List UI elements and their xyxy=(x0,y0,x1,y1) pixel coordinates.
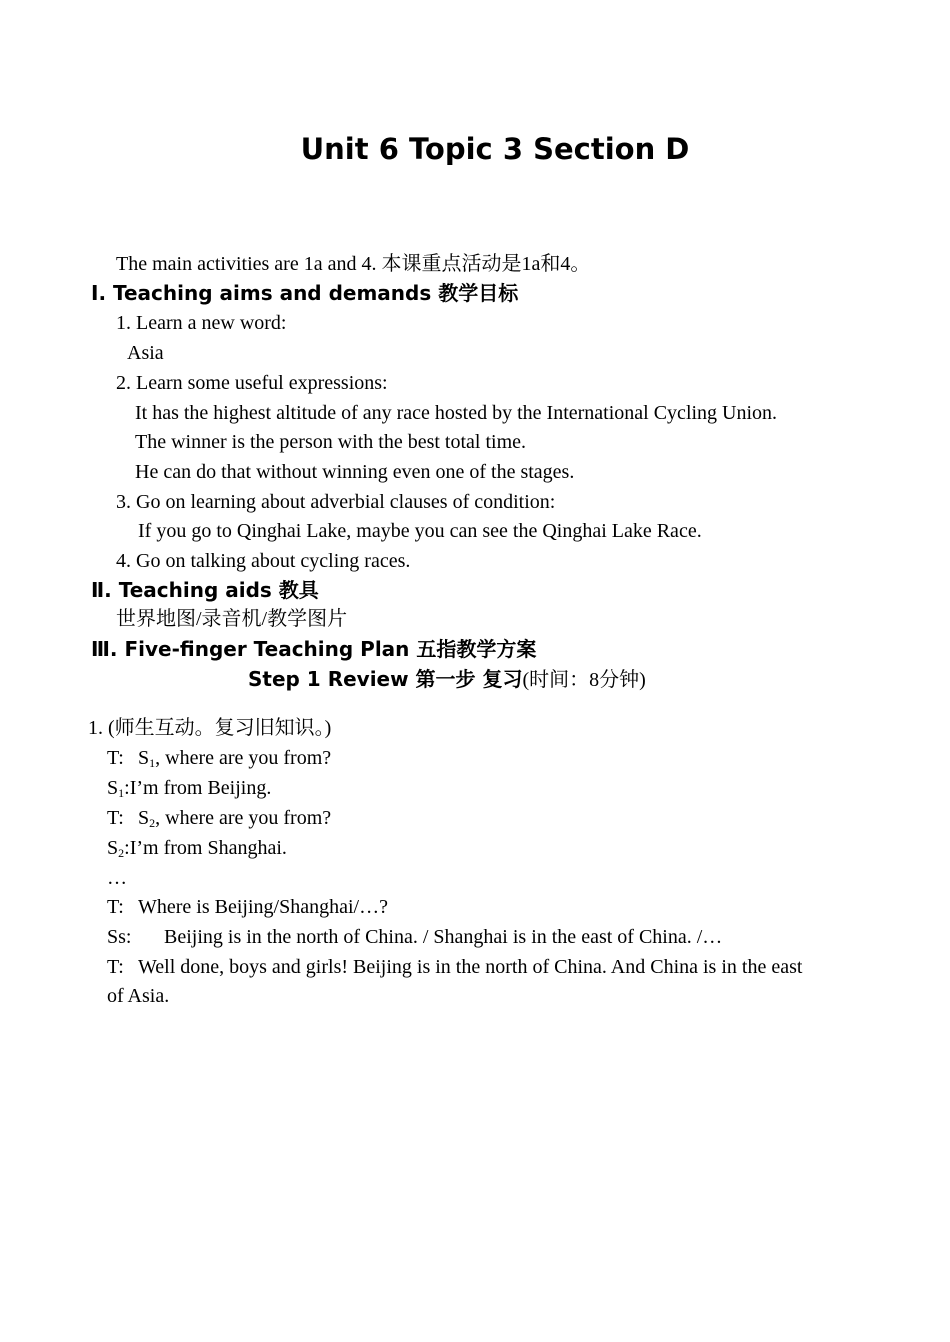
dialogue-speaker: Ss: xyxy=(107,926,132,948)
aim-item-1: 1. Learn a new word: xyxy=(116,312,287,334)
dialogue-line: $S_1:I’m$ from Beijing. xyxy=(107,777,272,800)
dialogue-line: Ss: Beijing is in the north of China. / Shanghai is in the east of China. /… xyxy=(107,926,723,948)
section-heading-aids: Ⅱ. Teaching aids 教具 xyxy=(91,578,319,602)
dialogue-speaker: T: xyxy=(107,956,124,978)
dialogue-ellipsis: … xyxy=(107,867,127,889)
dialogue-speaker: T: xyxy=(107,896,124,918)
dialogue-line: T: Well done, boys and girls! Beijing is in the north of China. And China is in the east xyxy=(107,956,803,978)
document-title: Unit 6 Topic 3 Section D xyxy=(300,132,690,166)
intro-text: The main activities are 1a and 4. 本课重点活动是1a和4。 xyxy=(116,253,591,275)
dialogue-speaker: T: xyxy=(107,747,124,769)
aim-item-2-expression-2: The winner is the person with the best total time. xyxy=(135,431,527,453)
section-heading-aims: Ⅰ. Teaching aims and demands 教学目标 xyxy=(91,281,519,305)
aim-item-4: 4. Go on talking about cycling races. xyxy=(116,550,411,572)
aim-item-3: 3. Go on learning about adverbial clauses of condition: xyxy=(116,491,556,513)
step-1-title: Step 1 Review 第一步 复习 xyxy=(248,667,523,691)
aim-item-2-expression-1: It has the highest altitude of any race hosted by the International Cycling Union. xyxy=(135,402,778,424)
dialogue-speaker: S xyxy=(107,837,119,859)
aim-item-2: 2. Learn some useful expressions: xyxy=(116,372,388,394)
dialogue-line: T: Where is Beijing/Shanghai/…? xyxy=(107,896,388,918)
step-1-heading xyxy=(248,666,646,695)
activity-label: 1. (师生互动。复习旧知识。) xyxy=(88,717,332,739)
section-heading-plan: Ⅲ. Five-finger Teaching Plan 五指教学方案 xyxy=(91,637,537,661)
dialogue-speaker: T: xyxy=(107,807,124,829)
aim-item-2-expression-3: He can do that without winning even one of the stages. xyxy=(135,461,575,483)
dialogue-line: T: $S_1$, where are you from? xyxy=(107,747,332,770)
dialogue-line: T: $S_2$, where are you from? xyxy=(107,807,332,830)
dialogue-line: $S_2:I’m$ from Shanghai. xyxy=(107,837,287,860)
teaching-aids-list: 世界地图/录音机/教学图片 xyxy=(116,608,348,630)
dialogue-speaker: S xyxy=(107,777,119,799)
aim-item-1-word: Asia xyxy=(127,342,164,364)
aim-item-3-example: If you go to Qinghai Lake, maybe you can see the Qinghai Lake Race. xyxy=(138,520,702,542)
dialogue-continuation: of Asia. xyxy=(107,985,170,1007)
step-1-time: (时间：8分钟) xyxy=(522,669,646,691)
